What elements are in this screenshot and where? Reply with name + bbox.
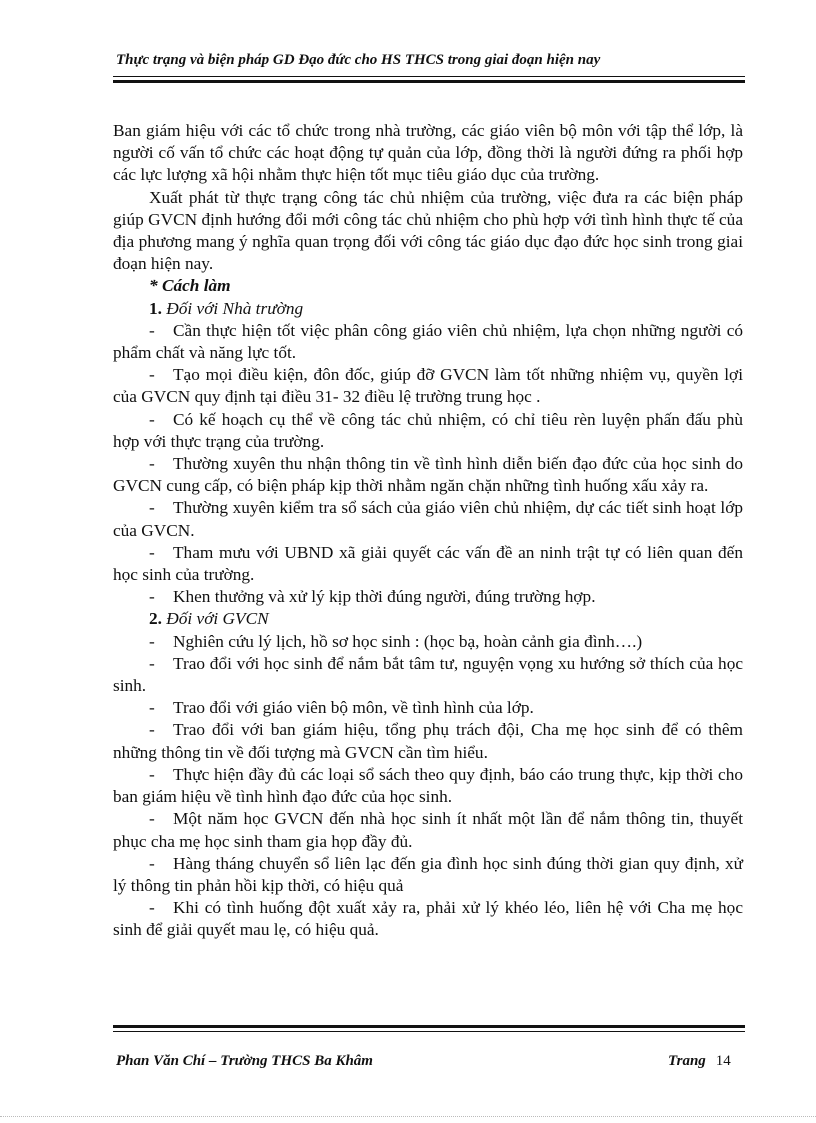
running-header: Thực trạng và biện pháp GD Đạo đức cho HS THCS trong giai đoạn hiện nay [116,52,601,68]
list-item [113,808,743,852]
list-item-text: Tham mưu với UBND xã giải quyết các vấn đề an ninh trật tự có liên quan đến học sinh của trường. [113,542,743,585]
list-item [113,453,743,497]
bullet-dash: - [149,698,155,718]
bullet-dash: - [149,653,155,673]
bullet-dash: - [149,809,155,829]
list-item-text: Khen thưởng và xử lý kịp thời đúng người, đúng trường hợp. [173,587,596,607]
list-item-text: Thường xuyên thu nhận thông tin về tình hình diễn biến đạo đức của học sinh do GVCN cung cấp, có biện pháp kịp thời nhằm ngăn chặn những tình huống xấu xảy ra. [113,454,743,496]
section-heading-gvcn [113,608,743,630]
list-item-text: Khi có tình huống đột xuất xảy ra, phải xử lý khéo léo, liên hệ với Cha mẹ học sinh để giải quyết mau lẹ, có hiệu quả. [113,898,743,940]
list-item [113,542,743,586]
list-item [113,320,743,364]
bullet-dash: - [149,853,155,873]
section-title: Đối với Nhà trường [166,298,304,318]
bullet-dash: - [149,454,155,474]
list-item-text: Trao đổi với giáo viên bộ môn, về tình hình của lớp. [173,698,534,718]
page-bottom-edge [0,1116,816,1117]
bullet-dash: - [149,320,155,340]
list-item [113,719,743,763]
list-item-text: Một năm học GVCN đến nhà học sinh ít nhất một lần để nắm thông tin, thuyết phục cha mẹ học sinh tham gia họp đầy đủ. [113,809,743,851]
page-label: Trang [668,1053,706,1069]
bullet-dash: - [149,498,155,518]
list-item-text: Hàng tháng chuyển sổ liên lạc đến gia đình học sinh đúng thời gian quy định, xử lý thông tin phản hồi kịp thời, có hiệu quả [113,853,743,895]
page-number: 14 [715,1053,731,1069]
section-number: 2. [149,609,162,629]
list-item [113,764,743,808]
methods-heading: * Cách làm [149,276,231,296]
list-item-text: Thực hiện đầy đủ các loại sổ sách theo quy định, báo cáo trung thực, kịp thời cho ban giám hiệu về tình hình đạo đức của học sinh. [113,764,743,807]
list-item [113,586,743,608]
footer-rule-thick [113,1025,745,1028]
bullet-dash: - [149,365,155,385]
footer-rule-thin [113,1031,745,1032]
bullet-dash: - [149,631,155,651]
list-item-text: Cần thực hiện tốt việc phân công giáo viên chủ nhiệm, lựa chọn những người có phẩm chất và năng lực tốt. [113,320,743,363]
header-rule-thick [113,80,745,83]
list-item [113,897,743,941]
footer-author: Phan Văn Chí – Trường THCS Ba Khâm [116,1053,373,1069]
list-item [113,631,743,653]
document-body [113,120,743,942]
bullet-dash: - [149,409,155,429]
section-heading-school [113,298,743,320]
list-item-text: Nghiên cứu lý lịch, hồ sơ học sinh : (học bạ, hoàn cảnh gia đình….) [173,631,643,651]
list-item-text: Thường xuyên kiểm tra sổ sách của giáo viên chủ nhiệm, dự các tiết sinh hoạt lớp của GVCN. [113,498,743,540]
list-item [113,853,743,897]
list-item [113,653,743,697]
list-item-text: Trao đổi với ban giám hiệu, tổng phụ trách đội, Cha mẹ học sinh để có thêm những thông tin về đối tượng mà GVCN cần tìm hiểu. [113,720,743,762]
bullet-dash: - [149,720,155,740]
list-item [113,497,743,541]
list-item [113,409,743,453]
section2-list [113,631,743,942]
section1-list [113,320,743,609]
header-rule-thin [113,76,745,77]
footer-page [668,1053,731,1070]
paragraph: Xuất phát từ thực trạng công tác chủ nhiệm của trường, việc đưa ra các biện pháp giúp GVCN định hướng đổi mới công tác chủ nhiệm cho phù hợp với tình hình thực tế của địa phương mang ý nghĩa quan trọng đối với công tác giáo dục đạo đức học sinh trong giai đoạn hiện nay. [113,187,743,274]
bullet-dash: - [149,898,155,918]
bullet-dash: - [149,764,155,784]
list-item-text: Trao đổi với học sinh để nắm bắt tâm tư, nguyện vọng xu hướng sở thích của học sinh. [113,653,743,696]
list-item [113,697,743,719]
paragraph: Ban giám hiệu với các tổ chức trong nhà trường, các giáo viên bộ môn với tập thể lớp, là người cố vấn tổ chức các hoạt động tự quản của lớp, đồng thời là người đứng ra phối hợp các lực lượng xã hội nhằm thực hiện tốt mục tiêu giáo dục của trường. [113,121,743,185]
section-title: Đối với GVCN [166,609,269,629]
bullet-dash: - [149,542,155,562]
section-number: 1. [149,298,162,318]
list-item [113,364,743,408]
bullet-dash: - [149,587,155,607]
list-item-text: Tạo mọi điều kiện, đôn đốc, giúp đỡ GVCN làm tốt những nhiệm vụ, quyền lợi của GVCN quy định tại điều 31- 32 điều lệ trường trung học . [113,365,743,407]
list-item-text: Có kế hoạch cụ thể về công tác chủ nhiệm, có chỉ tiêu rèn luyện phấn đấu phù hợp với thực trạng của trường. [113,409,743,451]
